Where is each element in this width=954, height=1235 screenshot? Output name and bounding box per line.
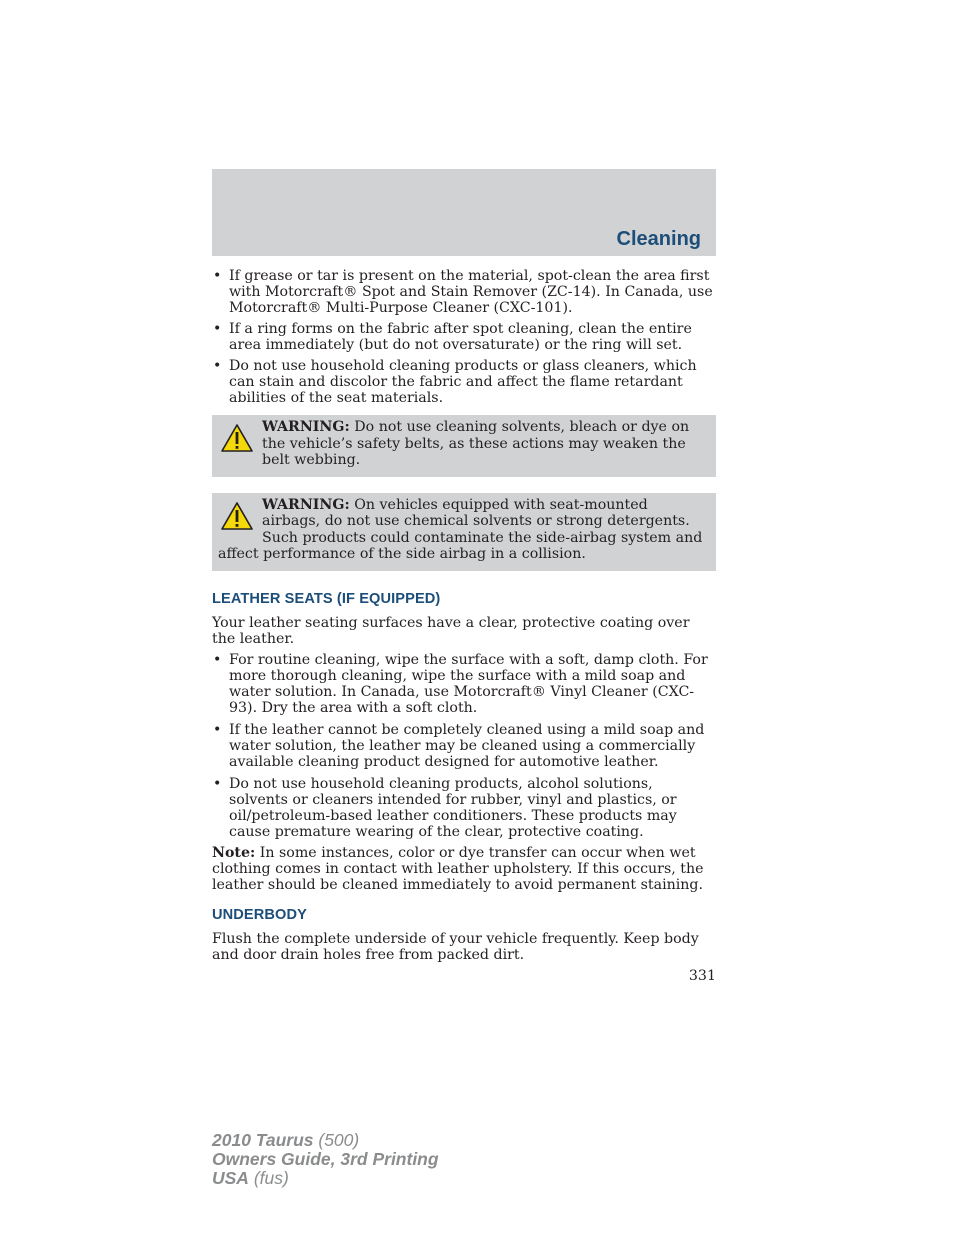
footer-region: USA: [212, 1168, 249, 1188]
page-content: [212, 268, 716, 984]
list-item: • If a ring forms on the fabric after spot cleaning, clean the entire area immediately (but do not oversaturate) or the ring will set.: [212, 321, 716, 353]
list-item: • Do not use household cleaning products or glass cleaners, which can stain and discolor the fabric and affect the flame retardant abilities of the seat materials.: [212, 358, 716, 406]
warning-triangle-icon: [220, 501, 254, 531]
footer-region-code: (fus): [253, 1168, 289, 1188]
section-header: [212, 169, 716, 256]
intro-bullet-list: [212, 268, 716, 406]
warning-triangle-icon: [220, 423, 254, 453]
footer-line-model: [212, 1131, 439, 1150]
footer-guide: Owners Guide, 3rd Printing: [212, 1149, 439, 1169]
list-item: • For routine cleaning, wipe the surface with a soft, damp cloth. For more thorough cleaning, wipe the surface with a mild soap and water solution. In Canada, use Motorcraft® Vinyl Cleaner (CXC-93). Dry the area with a soft cloth.: [212, 652, 716, 716]
note-label: Note:: [212, 844, 256, 861]
footer-line-guide: [212, 1150, 439, 1169]
warning-text: On vehicles equipped with seat-mounted airbags, do not use chemical solvents or strong detergents. Such products could contaminate the side-airbag system and affect performance of the side airbag in a collision.: [218, 496, 703, 562]
document-footer: [212, 1131, 439, 1188]
warning-box-safety-belts: [212, 415, 716, 477]
list-item: • Do not use household cleaning products, alcohol solutions, solvents or cleaners intended for rubber, vinyl and plastics, or oil/petroleum-based leather conditioners. These products may cause premature wearing of the clear, protective coating.: [212, 776, 716, 840]
underbody-heading: UNDERBODY: [212, 906, 307, 923]
warning-label: WARNING:: [262, 419, 350, 435]
leather-note: [212, 845, 716, 893]
page-number: 331: [688, 967, 716, 984]
leather-intro: Your leather seating surfaces have a clear, protective coating over the leather.: [212, 614, 690, 647]
warning-box-airbags: [212, 493, 716, 571]
note-text: In some instances, color or dye transfer can occur when wet clothing comes in contact with leather upholstery. If this occurs, the leather should be cleaned immediately to avoid permanent staining.: [212, 844, 704, 893]
leather-bullet-list: [212, 652, 716, 840]
footer-model-code: (500): [318, 1130, 360, 1150]
leather-seats-heading: LEATHER SEATS (IF EQUIPPED): [212, 590, 441, 607]
section-title: Cleaning: [616, 228, 701, 250]
underbody-text: Flush the complete underside of your vehicle frequently. Keep body and door drain holes free from packed dirt.: [212, 930, 699, 963]
warning-label: WARNING:: [262, 496, 350, 513]
footer-model: 2010 Taurus: [212, 1130, 314, 1150]
warning-text: Do not use cleaning solvents, bleach or dye on the vehicle’s safety belts, as these actions may weaken the belt webbing.: [262, 419, 690, 468]
footer-line-region: [212, 1169, 439, 1188]
list-item: • If grease or tar is present on the material, spot-clean the area first with Motorcraft® Spot and Stain Remover (ZC-14). In Canada, use Motorcraft® Multi-Purpose Cleaner (CXC-101).: [212, 268, 716, 316]
list-item: • If the leather cannot be completely cleaned using a mild soap and water solution, the leather may be cleaned using a commercially available cleaning product designed for automotive leather.: [212, 722, 716, 770]
